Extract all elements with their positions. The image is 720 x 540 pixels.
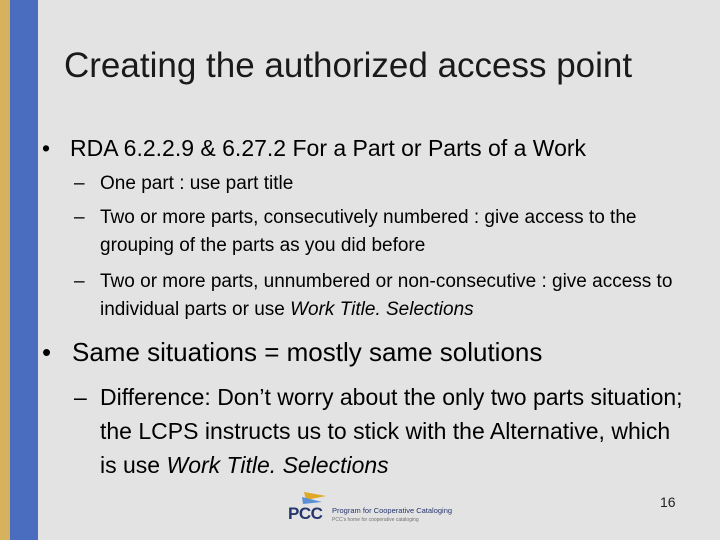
sub-bullet-marker: – (74, 207, 85, 228)
sub-bullet-text-plain: Difference: Don’t worry about the only two parts situation; the LCPS instructs us to stick with the Alternative, which is use (100, 384, 683, 478)
left-accent-bar-gold (0, 0, 10, 540)
logo-acronym: PCC (288, 504, 323, 523)
bullet-marker: • (42, 135, 51, 161)
sub-bullet-text (100, 268, 694, 324)
sub-bullet-1-1 (74, 170, 694, 198)
page-number: 16 (660, 494, 676, 510)
sub-bullet-text: One part : use part title (100, 173, 294, 194)
left-accent-bar-blue (10, 0, 38, 540)
sub-bullet-text-italic: Work Title. Selections (166, 452, 389, 478)
slide-title: Creating the authorized access point (64, 46, 633, 85)
logo-name: Program for Cooperative Cataloging (332, 506, 453, 515)
sub-bullet-marker: – (74, 271, 85, 292)
sub-bullet-marker: – (74, 384, 87, 410)
sub-bullet-2-1 (74, 380, 684, 482)
sub-bullet-1-3 (74, 268, 694, 324)
sub-bullet-text-plain: Two or more parts, unnumbered or non-consecutive : give access to individual parts or use (100, 271, 673, 320)
sub-bullet-text-italic: Work Title. Selections (290, 299, 474, 320)
pcc-logo (286, 490, 456, 530)
logo-tagline: PCC’s home for cooperative cataloging (332, 517, 419, 523)
bullet-marker: • (42, 337, 52, 367)
sub-bullet-text (100, 380, 684, 482)
sub-bullet-1-2 (74, 204, 694, 260)
bullet-text: Same situations = mostly same solutions (72, 337, 543, 367)
bullet-text: RDA 6.2.2.9 & 6.27.2 For a Part or Parts of a Work (70, 135, 587, 161)
sub-bullet-text: Two or more parts, consecutively numbered : give access to the grouping of the parts as you did before (100, 207, 637, 256)
sub-bullet-marker: – (74, 173, 85, 194)
